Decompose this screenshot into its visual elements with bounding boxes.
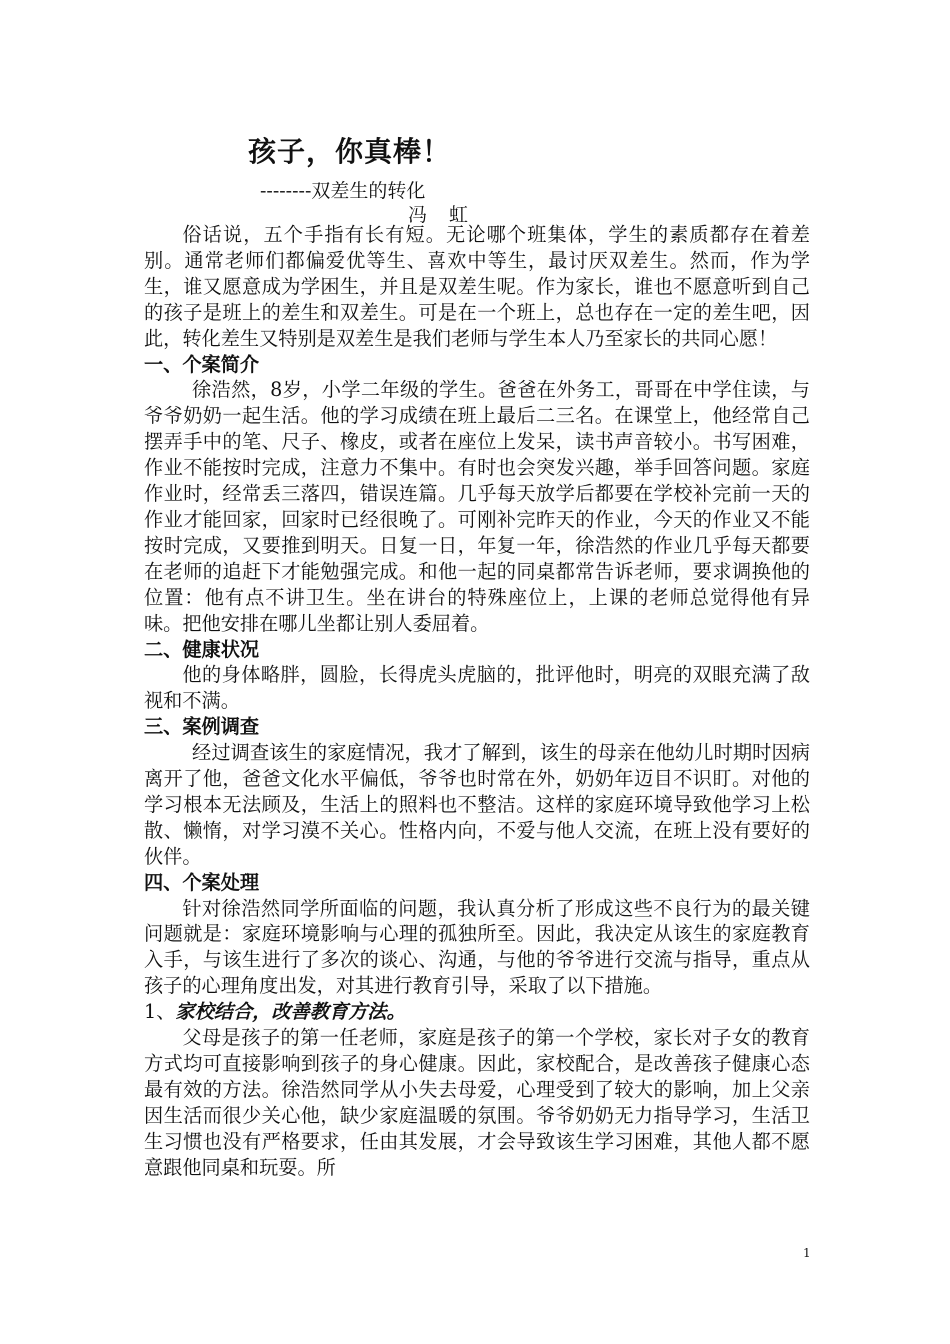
measure-title: 家校结合，改善教育方法。	[175, 1000, 406, 1024]
author-name: 冯 虹	[408, 204, 477, 226]
measure-number: 1、	[144, 1000, 176, 1024]
document-body	[144, 222, 810, 1181]
section-paragraph-4: 针对徐浩然同学所面临的问题，我认真分析了形成这些不良行为的最关键问题就是：家庭环境影响与心理的孤独所至。因此，我决定从该生的家庭教育入手，与该生进行了多次的谈心、沟通，与他的爷爷进行交流与指导，重点从孩子的心理角度出发，对其进行教育引导，采取了以下措施。	[144, 896, 810, 998]
intro-paragraph: 俗话说，五个手指有长有短。无论哪个班集体，学生的素质都存在着差别。通常老师们都偏爱优等生、喜欢中等生，最讨厌双差生。然而，作为学生，谁又愿意成为学困生，并且是双差生呢。作为家长，谁也不愿意听到自己的孩子是班上的差生和双差生。可是在一个班上，总也存在一定的差生吧，因此，转化差生又特别是双差生是我们老师与学生本人乃至家长的共同心愿！	[144, 223, 810, 350]
measure-paragraph-1: 父母是孩子的第一任老师，家庭是孩子的第一个学校，家长对子女的教育方式均可直接影响到孩子的身心健康。因此，家校配合，是改善孩子健康心态最有效的方法。徐浩然同学从小失去母爱，心理受到了较大的影响，加上父亲因生活而很少关心他，缺少家庭温暖的氛围。爷爷奶奶无力指导学习，生活卫生习惯也没有严格要求，任由其发展，才会导致该生学习困难，其他人都不愿意跟他同桌和玩耍。所	[144, 1026, 810, 1179]
section-heading-1: 一、个案简介	[144, 352, 260, 376]
section-heading-2: 二、健康状况	[144, 637, 260, 661]
section-paragraph-2: 他的身体略胖，圆脸，长得虎头虎脑的，批评他时，明亮的双眼充满了敌视和不满。	[144, 663, 810, 713]
measure-heading-1	[144, 999, 810, 1025]
section-heading-3: 三、案例调查	[144, 715, 260, 739]
section-heading-4: 四、个案处理	[144, 870, 260, 894]
section-paragraph-1: 徐浩然，8岁，小学二年级的学生。爸爸在外务工，哥哥在中学住读，与爷爷奶奶一起生活。他的学习成绩在班上最后二三名。在课堂上，他经常自己摆弄手中的笔、尺子、橡皮，或者在座位上发呆，读书声音较小。书写困难，作业不能按时完成，注意力不集中。有时也会突发兴趣，举手回答问题。家庭作业时，经常丢三落四，错误连篇。几乎每天放学后都要在学校补完前一天的作业才能回家，回家时已经很晚了。可刚补完昨天的作业，今天的作业又不能按时完成，又要推到明天。日复一日，年复一年，徐浩然的作业几乎每天都要在老师的追赶下才能勉强完成。和他一起的同桌都常告诉老师，要求调换他的位置：他有点不讲卫生。坐在讲台的特殊座位上，上课的老师总觉得他有异味。把他安排在哪儿坐都让别人委屈着。	[144, 378, 810, 635]
document-subtitle: --------双差生的转化	[260, 180, 426, 202]
document-title: 孩子，你真棒！	[248, 135, 452, 168]
page-number: 1	[803, 1246, 811, 1260]
section-paragraph-3: 经过调查该生的家庭情况，我才了解到，该生的母亲在他幼儿时期时因病离开了他，爸爸文化水平偏低，爷爷也时常在外，奶奶年迈目不识盯。对他的学习根本无法顾及，生活上的照料也不整洁。这样的家庭环境导致他学习上松散、懒惰，对学习漠不关心。性格内向，不爱与他人交流，在班上没有要好的伙伴。	[144, 741, 810, 868]
